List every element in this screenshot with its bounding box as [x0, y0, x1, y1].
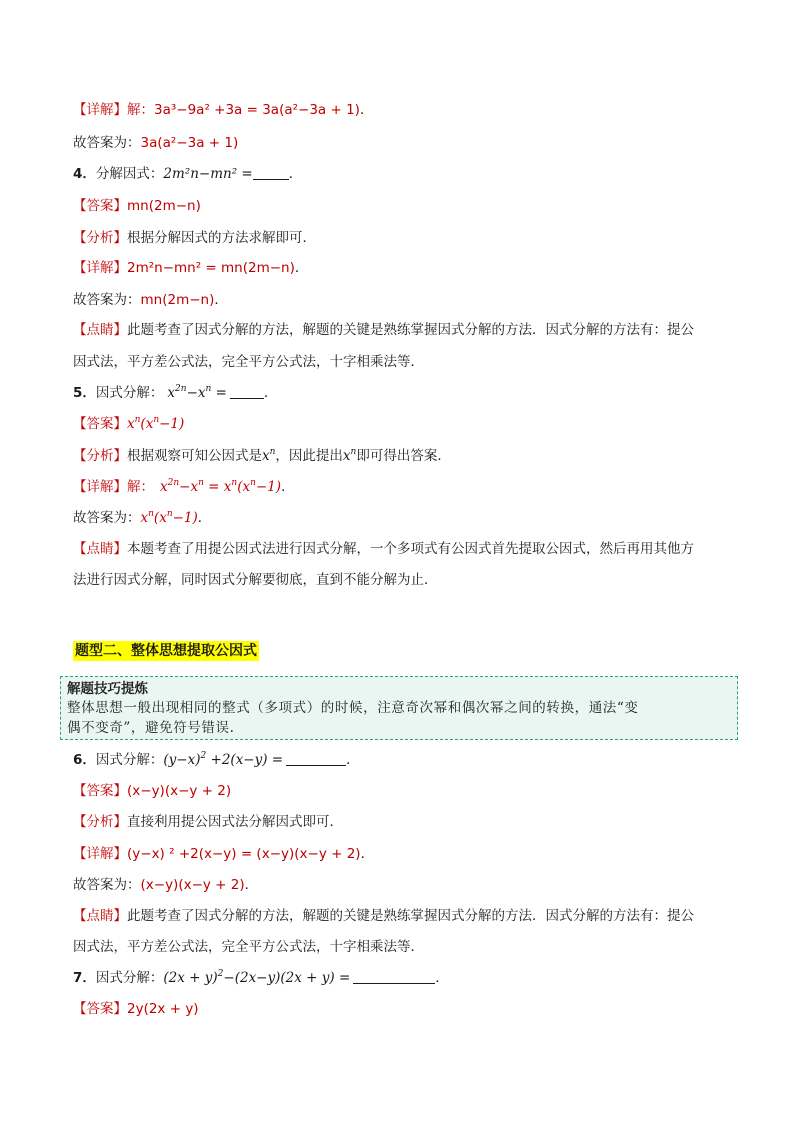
detail-tag: 【详解】: [73, 479, 127, 495]
q6-comment-line1: [73, 906, 694, 926]
detail-tag: 【详解】: [73, 102, 127, 118]
q5-answer-line: [73, 414, 184, 434]
q6-final-line: 故答案为：(x−y)(x−y + 2)．: [73, 877, 259, 893]
q4-comment-line2: [73, 352, 424, 372]
answer-blank: [286, 751, 346, 766]
q6-comment-line2: [73, 937, 424, 957]
q6-prompt: 因式分解：: [95, 752, 164, 768]
q6-answer-line: [73, 781, 231, 801]
q6-detail-line: 【详解】(y−x) ² +2(x−y) = (x−y)(x−y + 2)．: [73, 846, 375, 862]
solution-word: 解：: [127, 102, 154, 118]
q4-final-line: 故答案为：mn(2m−n)．: [73, 292, 228, 308]
analysis-tag: 【分析】: [73, 230, 127, 246]
q7-answer: 2y(2x + y): [127, 1001, 199, 1017]
detail-tag: 【详解】: [73, 260, 127, 276]
q4-detail-line: 【详解】2m²n−mn² = mn(2m−n)．: [73, 260, 309, 276]
q5-analysis-line: 【分析】根据观察可知公因式是$x^n$，因此提出$x^n$即可得出答案．: [73, 447, 451, 464]
q4-answer-line: [73, 196, 201, 216]
solution-word: 解：: [127, 479, 154, 495]
answer-tag: 【答案】: [73, 198, 127, 214]
q5-analysis-part3: 即可得出答案．: [356, 448, 451, 464]
q6-final-answer: (x−y)(x−y + 2): [140, 877, 245, 893]
q6-comment-text2: 因式法，平方差公式法，完全平方公式法，十字相乘法等．: [73, 939, 424, 955]
q4-question-expr: 2m²n−mn² =: [163, 166, 253, 182]
q6-analysis: 直接利用提公因式法分解因式即可．: [127, 814, 343, 830]
comment-tag: 【点睛】: [73, 908, 127, 924]
q4-number: 4．: [73, 166, 96, 182]
tip-box: [60, 676, 738, 740]
q5-comment-line1: [73, 539, 694, 559]
q6-number: 6．: [73, 752, 96, 768]
final-prefix: 故答案为：: [73, 877, 141, 893]
q5-common-factor: $x^n$: [262, 447, 276, 464]
q5-number: 5．: [73, 385, 96, 401]
q5-comment-text2: 法进行因式分解，同时因式分解要彻底，直到不能分解为止．: [73, 572, 438, 588]
answer-blank: [253, 165, 289, 180]
tip-title: 解题技巧提炼: [67, 681, 148, 697]
q5-analysis-part1: 根据观察可知公因式是: [127, 448, 262, 464]
detail-tag: 【详解】: [73, 846, 127, 862]
answer-blank: [230, 384, 264, 399]
q6-analysis-line: [73, 812, 343, 832]
q5-analysis-part2: ，因此提出: [275, 448, 343, 464]
comment-tag: 【点睛】: [73, 541, 127, 557]
answer-blank: [353, 969, 435, 984]
q6-question: 6．因式分解：$(y-x)^2 +2(x-y)$ = ．: [73, 751, 360, 768]
q7-question: 7．因式分解：$(2x + y)^2-(2x-y)(2x + y)$ = ．: [73, 969, 449, 986]
q6-comment-text1: 此题考查了因式分解的方法，解题的关键是熟练掌握因式分解的方法．因式分解的方法有：提公: [127, 908, 694, 924]
q6-detail-expr: (y−x) ² +2(x−y) = (x−y)(x−y + 2): [127, 846, 361, 862]
section-heading: 题型二、整体思想提取公因式: [75, 643, 257, 659]
final-prefix: 故答案为：: [73, 292, 141, 308]
q4-comment-line1: [73, 320, 694, 340]
q4-comment-text1: 此题考查了因式分解的方法，解题的关键是熟练掌握因式分解的方法．因式分解的方法有：提公: [127, 322, 694, 338]
q7-answer-line: [73, 999, 199, 1019]
answer-tag: 【答案】: [73, 783, 127, 799]
q4-question: 4．分解因式：2m²n−mn² = ．: [73, 166, 303, 182]
q6-answer: (x−y)(x−y + 2): [127, 783, 232, 799]
q4-prompt: 分解因式：: [95, 166, 164, 182]
q5-detail-expr: $x^{2n}-x^n = x^n(x^n-1)$: [160, 478, 282, 495]
answer-tag: 【答案】: [73, 1001, 127, 1017]
q5-final-answer: $x^n(x^n-1)$: [140, 509, 198, 526]
analysis-tag: 【分析】: [73, 814, 127, 830]
final-prefix: 故答案为：: [73, 510, 141, 526]
q3-detail-line: 【详解】解：3a³−9a² +3a = 3a(a²−3a + 1)．: [73, 102, 374, 118]
q3-final-line: [73, 133, 238, 153]
q4-analysis-line: [73, 228, 316, 248]
q4-answer: mn(2m−n): [127, 198, 201, 214]
q5-detail-line: 【详解】解： $x^{2n}-x^n = x^n(x^n-1)$．: [73, 478, 295, 495]
tip-line1: 整体思想一般出现相同的整式（多项式）的时候，注意奇次幂和偶次幂之间的转换，通法“变: [67, 700, 639, 716]
q4-detail-expr: 2m²n−mn² = mn(2m−n): [127, 260, 295, 276]
q5-answer: $x^n(x^n-1)$: [127, 415, 185, 432]
q7-number: 7．: [73, 970, 96, 986]
final-prefix: 故答案为：: [73, 135, 141, 151]
q4-comment-text2: 因式法，平方差公式法，完全平方公式法，十字相乘法等．: [73, 354, 424, 370]
q5-question: 5．因式分解： $x^{2n}-x^n$ = ．: [73, 384, 278, 401]
q7-prompt: 因式分解：: [95, 970, 164, 986]
q4-analysis: 根据分解因式的方法求解即可．: [127, 230, 316, 246]
q4-final-answer: mn(2m−n): [140, 292, 215, 308]
q3-final-answer: 3a(a²−3a + 1): [140, 135, 239, 151]
tip-line2: 偶不变奇”，避免符号错误.: [67, 720, 235, 736]
q5-prompt: 因式分解：: [95, 385, 164, 401]
q5-comment-text1: 本题考查了用提公因式法进行因式分解，一个多项式有公因式首先提取公因式，然后再用其他方: [127, 541, 694, 557]
q5-final-line: 故答案为：$x^n(x^n-1)$．: [73, 509, 212, 526]
q3-detail-expr: 3a³−9a² +3a = 3a(a²−3a + 1): [154, 102, 360, 118]
comment-tag: 【点睛】: [73, 322, 127, 338]
analysis-tag: 【分析】: [73, 448, 127, 464]
answer-tag: 【答案】: [73, 416, 127, 432]
q5-comment-line2: [73, 570, 438, 590]
